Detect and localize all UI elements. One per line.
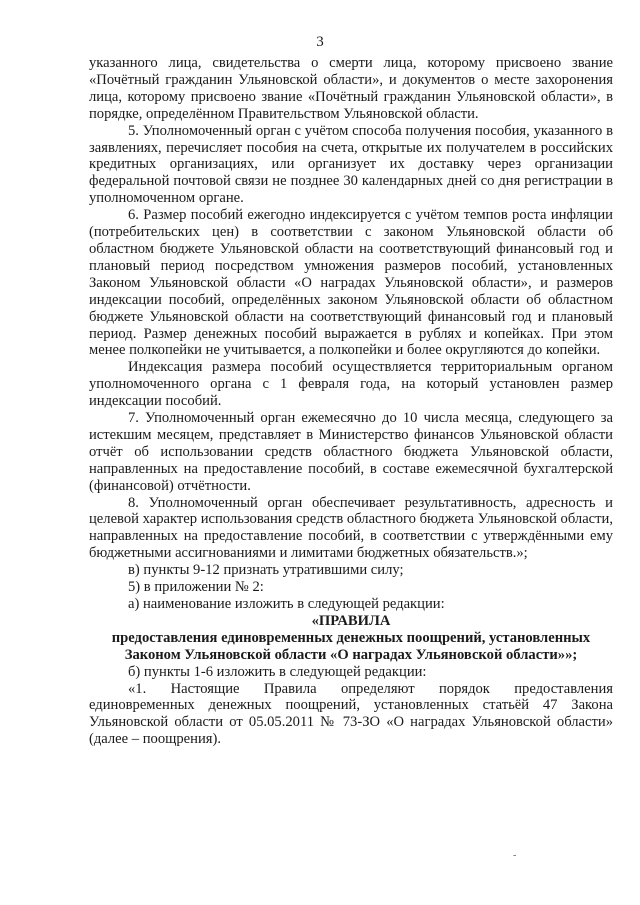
paragraph-item-8: 8. Уполномоченный орган обеспечивает результативность, адресность и целевой характер использования средств областного бюджета Ульяновской области, направленных на предоставление пособий, в соответствии с утверждёнными ему бюджетными ассигнованиями и лимитами бюджетных обязательств.»; (89, 494, 613, 562)
paragraph-item-5: 5. Уполномоченный орган с учётом способа получения пособия, указанного в заявлениях, перечисляет пособия на счета, открытые их получателем в российских кредитных организациях, или организует их доставку через организации федеральной почтовой связи не позднее 30 календарных дней со дня регистрации в уполномоченном органе. (89, 122, 613, 207)
paragraph-item-6: 6. Размер пособий ежегодно индексируется с учётом темпов роста инфляции (потребительских цен) в соответствии с законом Ульяновской области об областном бюджете Ульяновской области на соответствующий финансовый год и плановый период посредством умножения размеров пособий, установленных Законом Ульяновской области «О наградах Ульяновской области», и размеров индексации пособий, определённых законом Ульяновской области об областном бюджете Ульяновской области на соответствующий финансовый год и плановый период. Размер денежных пособий выражается в рублях и копейках. При этом менее полкопейки не учитывается, а полкопейки и более округляются до копейки. (89, 207, 613, 359)
page-number: 3 (316, 34, 324, 50)
scan-mark: - (513, 850, 517, 861)
rules-title: «ПРАВИЛА (311, 612, 391, 629)
paragraph-subitem-v: в) пункты 9-12 признать утратившими силу; (128, 562, 404, 579)
paragraph-indexation: Индексация размера пособий осуществляется территориальным органом уполномоченного органа с 1 февраля года, на который установлен размер индексации пособий. (89, 359, 613, 410)
paragraph-subitem-a: а) наименование изложить в следующей редакции: (128, 596, 445, 612)
paragraph-subitem-b: б) пункты 1-6 изложить в следующей редакции: (128, 663, 427, 680)
paragraph-rules-item-1: «1. Настоящие Правила определяют порядок предоставления единовременных денежных поощрений, установленных статьёй 47 Закона Ульяновской области от 05.05.2011 № 73-ЗО «О наградах Ульяновской области» (далее – поощрения). (89, 680, 613, 748)
paragraph-item-7: 7. Уполномоченный орган ежемесячно до 10 числа месяца, следующего за истекшим месяцем, представляет в Министерство финансов Ульяновской области отчёт об использовании средств областного бюджета Ульяновской области, направленных на предоставление пособий, в составе ежемесячной бухгалтерской (финансовой) отчётности. (89, 410, 613, 494)
rules-subtitle: предоставления единовременных денежных поощрений, установленных Законом Ульяновской области «О наградах Ульяновской области»»; (111, 629, 591, 663)
paragraph-item-5-appendix: 5) в приложении № 2: (128, 579, 264, 596)
document-body (89, 55, 613, 748)
paragraph-continuation: указанного лица, свидетельства о смерти лица, которому присвоено звание «Почётный гражданин Ульяновской области», и документов о месте захоронения лица, которому присвоено звание «Почётный гражданин Ульяновской области», в порядке, определённом Правительством Ульяновской области. (89, 55, 613, 122)
